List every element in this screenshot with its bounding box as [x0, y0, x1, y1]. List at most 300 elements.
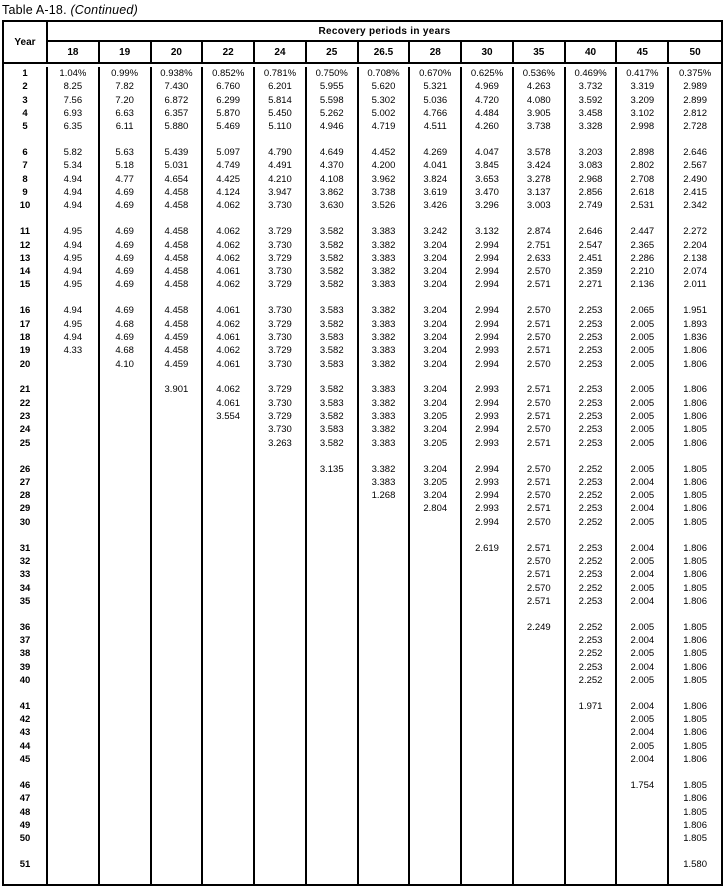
- value-cell: [152, 674, 204, 687]
- value-cell: [203, 292, 255, 305]
- group-spacer-row: [4, 529, 721, 542]
- value-cell: 4.263: [514, 80, 566, 93]
- value-cell: [410, 779, 462, 792]
- value-cell: 3.729: [255, 318, 307, 331]
- value-cell: 2.571: [514, 383, 566, 396]
- value-cell: 1.806: [683, 503, 707, 515]
- value-cell: [152, 766, 204, 779]
- value-cell: [462, 661, 514, 674]
- value-cell: 2.074: [683, 266, 707, 278]
- value-cell: [255, 819, 307, 832]
- column-header: 40: [566, 42, 618, 62]
- value-cell: 3.729: [255, 252, 307, 265]
- group-spacer-row: [4, 687, 721, 700]
- value-cell: [307, 608, 359, 621]
- value-cell: [566, 858, 618, 871]
- year-cell: 8: [4, 173, 48, 186]
- value-cell: 3.458: [566, 107, 618, 120]
- value-cell: [100, 476, 152, 489]
- value-cell: 3.730: [255, 423, 307, 436]
- value-cell: [359, 740, 411, 753]
- value-cell: [410, 608, 462, 621]
- value-cell: [462, 568, 514, 581]
- year-cell: [4, 371, 48, 384]
- value-cell: [462, 634, 514, 647]
- column-header: 35: [514, 42, 566, 62]
- value-cell: 2.004: [617, 726, 669, 739]
- value-cell: [100, 674, 152, 687]
- year-cell: 16: [4, 304, 48, 317]
- value-cell: [462, 608, 514, 621]
- year-cell: 45: [4, 753, 48, 766]
- value-cell: [514, 133, 566, 146]
- value-cell: [203, 740, 255, 753]
- value-cell: 2.005: [617, 437, 669, 450]
- value-cell: [307, 845, 359, 858]
- value-cell: 3.426: [410, 199, 462, 212]
- value-cell: 2.253: [566, 634, 618, 647]
- value-cell: 2.993: [462, 437, 514, 450]
- value-cell: [307, 568, 359, 581]
- year-cell: [4, 133, 48, 146]
- value-cell: 1.806: [683, 384, 707, 396]
- group-spacer-row: [4, 450, 721, 463]
- value-cell: 1.806: [683, 358, 707, 370]
- value-cell: 6.93: [48, 107, 100, 120]
- value-cell: 3.204: [410, 358, 462, 371]
- value-cell: 3.204: [410, 304, 462, 317]
- year-cell: 34: [4, 582, 48, 595]
- value-cell: [669, 213, 721, 226]
- value-cell: [48, 726, 100, 739]
- value-cell: [48, 871, 100, 884]
- value-cell: 4.062: [203, 199, 255, 212]
- year-cell: 47: [4, 792, 48, 805]
- value-cell: [48, 753, 100, 766]
- table-row: [4, 437, 721, 450]
- value-cell: 4.95: [48, 278, 100, 291]
- value-cell: 4.94: [48, 173, 100, 186]
- value-cell: 5.870: [203, 107, 255, 120]
- value-cell: 5.302: [359, 94, 411, 107]
- table-row: [4, 595, 721, 608]
- value-cell: 4.062: [203, 239, 255, 252]
- value-cell: [410, 806, 462, 819]
- value-cell: 2.451: [566, 252, 618, 265]
- value-cell: 2.531: [617, 199, 669, 212]
- value-cell: [255, 726, 307, 739]
- value-cell: [617, 871, 669, 884]
- value-cell: 3.135: [307, 463, 359, 476]
- value-cell: [100, 779, 152, 792]
- value-cell: 3.582: [307, 318, 359, 331]
- table-row: [4, 120, 721, 133]
- table-row: [4, 225, 721, 238]
- value-cell: 4.458: [152, 239, 204, 252]
- value-cell: [100, 292, 152, 305]
- value-cell: [152, 726, 204, 739]
- value-cell: 4.95: [48, 252, 100, 265]
- year-cell: 9: [4, 186, 48, 199]
- value-cell: [100, 713, 152, 726]
- value-cell: 2.899: [683, 94, 707, 106]
- value-cell: 3.263: [255, 437, 307, 450]
- group-spacer-row: [4, 608, 721, 621]
- value-cell: 1.806: [683, 542, 707, 554]
- value-cell: 2.812: [683, 107, 707, 119]
- value-cell: [255, 740, 307, 753]
- value-cell: [203, 450, 255, 463]
- value-cell: [307, 213, 359, 226]
- value-cell: [203, 489, 255, 502]
- value-cell: [48, 674, 100, 687]
- value-cell: 3.947: [255, 186, 307, 199]
- table-row: [4, 383, 721, 396]
- value-cell: 2.365: [617, 239, 669, 252]
- value-cell: 4.080: [514, 94, 566, 107]
- value-cell: 2.005: [617, 674, 669, 687]
- value-cell: 3.619: [410, 186, 462, 199]
- value-cell: [669, 845, 721, 858]
- value-cell: [48, 687, 100, 700]
- value-cell: [617, 133, 669, 146]
- value-cell: [255, 871, 307, 884]
- value-cell: [48, 213, 100, 226]
- table-row: [4, 423, 721, 436]
- value-cell: [514, 674, 566, 687]
- value-cell: 3.204: [410, 331, 462, 344]
- value-cell: 2.968: [566, 173, 618, 186]
- value-cell: [203, 542, 255, 555]
- value-cell: [100, 595, 152, 608]
- value-cell: 7.56: [48, 94, 100, 107]
- value-cell: 4.061: [203, 397, 255, 410]
- group-spacer-row: [4, 213, 721, 226]
- value-cell: [566, 753, 618, 766]
- value-cell: 1.805: [683, 833, 707, 845]
- year-cell: 11: [4, 225, 48, 238]
- value-cell: 2.272: [683, 226, 707, 238]
- value-cell: [617, 450, 669, 463]
- group-spacer-row: [4, 292, 721, 305]
- value-cell: 2.708: [617, 173, 669, 186]
- value-cell: [152, 423, 204, 436]
- value-cell: [410, 858, 462, 871]
- value-cell: [359, 726, 411, 739]
- value-cell: [307, 661, 359, 674]
- value-cell: [255, 292, 307, 305]
- value-cell: 2.004: [617, 476, 669, 489]
- value-cell: [566, 608, 618, 621]
- value-cell: [255, 832, 307, 845]
- value-cell: [203, 792, 255, 805]
- value-cell: [359, 700, 411, 713]
- value-cell: 2.994: [462, 489, 514, 502]
- value-cell: 1.806: [683, 635, 707, 647]
- value-cell: 3.204: [410, 239, 462, 252]
- value-cell: [617, 819, 669, 832]
- value-cell: [152, 700, 204, 713]
- value-cell: [100, 621, 152, 634]
- value-cell: [255, 489, 307, 502]
- value-cell: 3.204: [410, 383, 462, 396]
- year-cell: 30: [4, 516, 48, 529]
- value-cell: 3.738: [514, 120, 566, 133]
- value-cell: [410, 819, 462, 832]
- value-cell: [669, 292, 721, 305]
- value-cell: 4.062: [203, 318, 255, 331]
- value-cell: [100, 568, 152, 581]
- value-cell: [203, 608, 255, 621]
- value-cell: [48, 502, 100, 515]
- value-cell: [203, 858, 255, 871]
- value-cell: [669, 608, 721, 621]
- value-cell: 1.806: [683, 569, 707, 581]
- value-cell: 4.260: [462, 120, 514, 133]
- table-row: [4, 819, 721, 832]
- value-cell: [307, 542, 359, 555]
- value-cell: 2.004: [617, 502, 669, 515]
- year-cell: 44: [4, 740, 48, 753]
- value-cell: [100, 213, 152, 226]
- table-row: [4, 239, 721, 252]
- value-cell: [514, 753, 566, 766]
- value-cell: 3.729: [255, 344, 307, 357]
- value-cell: 4.720: [462, 94, 514, 107]
- value-cell: [307, 133, 359, 146]
- value-cell: 4.69: [100, 304, 152, 317]
- column-header: 30: [462, 42, 514, 62]
- value-cell: 4.95: [48, 225, 100, 238]
- value-cell: 3.424: [514, 159, 566, 172]
- value-cell: 3.630: [307, 199, 359, 212]
- value-cell: [152, 397, 204, 410]
- value-cell: [307, 871, 359, 884]
- value-cell: [307, 858, 359, 871]
- value-cell: [255, 516, 307, 529]
- value-cell: [48, 832, 100, 845]
- value-cell: 5.955: [307, 80, 359, 93]
- value-cell: [152, 410, 204, 423]
- value-cell: 4.458: [152, 225, 204, 238]
- value-cell: [410, 568, 462, 581]
- value-cell: 2.994: [462, 463, 514, 476]
- year-cell: 12: [4, 239, 48, 252]
- value-cell: 5.814: [255, 94, 307, 107]
- value-cell: [462, 133, 514, 146]
- value-cell: 4.491: [255, 159, 307, 172]
- value-cell: [152, 595, 204, 608]
- year-cell: 13: [4, 252, 48, 265]
- value-cell: 2.005: [617, 423, 669, 436]
- value-cell: [410, 726, 462, 739]
- value-cell: 3.204: [410, 265, 462, 278]
- value-cell: [255, 595, 307, 608]
- value-cell: [203, 437, 255, 450]
- value-cell: [152, 489, 204, 502]
- value-cell: 3.730: [255, 304, 307, 317]
- value-cell: [100, 647, 152, 660]
- value-cell: [462, 819, 514, 832]
- value-cell: 3.730: [255, 397, 307, 410]
- value-cell: [307, 674, 359, 687]
- value-cell: 3.205: [410, 476, 462, 489]
- table-row: [4, 779, 721, 792]
- value-cell: 1.806: [683, 437, 707, 449]
- year-cell: 48: [4, 806, 48, 819]
- value-cell: [203, 568, 255, 581]
- value-cell: [100, 700, 152, 713]
- value-cell: [410, 661, 462, 674]
- value-cell: [307, 634, 359, 647]
- value-cell: [566, 819, 618, 832]
- value-cell: [255, 502, 307, 515]
- value-cell: 1.806: [683, 397, 707, 409]
- table-row: [4, 858, 721, 871]
- value-cell: [462, 371, 514, 384]
- value-cell: 1.805: [683, 648, 707, 660]
- value-cell: 2.005: [617, 331, 669, 344]
- value-cell: 2.571: [514, 437, 566, 450]
- value-cell: [514, 213, 566, 226]
- table-row: [4, 199, 721, 212]
- value-cell: [203, 687, 255, 700]
- value-cell: 2.633: [514, 252, 566, 265]
- value-cell: [255, 542, 307, 555]
- value-cell: [152, 608, 204, 621]
- value-cell: [410, 792, 462, 805]
- value-cell: [307, 740, 359, 753]
- value-cell: 6.63: [100, 107, 152, 120]
- value-cell: [307, 647, 359, 660]
- value-cell: [203, 819, 255, 832]
- value-cell: 3.732: [566, 80, 618, 93]
- value-cell: 4.654: [152, 173, 204, 186]
- value-cell: 5.620: [359, 80, 411, 93]
- value-cell: [307, 766, 359, 779]
- value-cell: 4.766: [410, 107, 462, 120]
- value-cell: 2.415: [683, 187, 707, 198]
- value-cell: 3.730: [255, 265, 307, 278]
- value-cell: 4.969: [462, 80, 514, 93]
- value-cell: [48, 476, 100, 489]
- year-cell: 2: [4, 80, 48, 93]
- value-cell: 3.382: [359, 239, 411, 252]
- value-cell: 4.047: [462, 146, 514, 159]
- value-cell: 2.253: [566, 502, 618, 515]
- value-cell: [307, 595, 359, 608]
- value-cell: 3.729: [255, 278, 307, 291]
- table-row: [4, 265, 721, 278]
- year-cell: 3: [4, 94, 48, 107]
- value-cell: [255, 371, 307, 384]
- value-cell: [100, 726, 152, 739]
- value-cell: 5.439: [152, 146, 204, 159]
- value-cell: [359, 568, 411, 581]
- value-cell: [100, 832, 152, 845]
- year-cell: 46: [4, 779, 48, 792]
- table-row: [4, 252, 721, 265]
- value-cell: 3.102: [617, 107, 669, 120]
- year-cell: [4, 845, 48, 858]
- value-cell: [48, 555, 100, 568]
- table-row: [4, 489, 721, 502]
- value-cell: [152, 753, 204, 766]
- value-cell: [462, 806, 514, 819]
- value-cell: [203, 806, 255, 819]
- value-cell: 2.567: [683, 160, 707, 172]
- value-cell: [100, 437, 152, 450]
- value-cell: 3.554: [203, 410, 255, 423]
- value-cell: 3.242: [410, 225, 462, 238]
- value-cell: 3.582: [307, 265, 359, 278]
- value-cell: 2.253: [566, 358, 618, 371]
- value-cell: 2.005: [617, 463, 669, 476]
- value-cell: 2.993: [462, 410, 514, 423]
- value-cell: 2.570: [514, 516, 566, 529]
- value-cell: 2.252: [566, 489, 618, 502]
- value-cell: [617, 371, 669, 384]
- value-cell: [514, 608, 566, 621]
- value-cell: 4.062: [203, 225, 255, 238]
- value-cell: 2.994: [462, 265, 514, 278]
- table-row: [4, 358, 721, 371]
- value-cell: [48, 450, 100, 463]
- value-cell: [152, 634, 204, 647]
- value-cell: 0.417%: [617, 67, 669, 80]
- value-cell: 3.382: [359, 304, 411, 317]
- value-cell: 4.95: [48, 318, 100, 331]
- value-cell: 2.994: [462, 331, 514, 344]
- value-cell: [307, 726, 359, 739]
- value-cell: [307, 819, 359, 832]
- value-cell: 3.083: [566, 159, 618, 172]
- value-cell: 4.458: [152, 265, 204, 278]
- value-cell: [48, 700, 100, 713]
- value-cell: [307, 792, 359, 805]
- value-cell: 3.383: [359, 344, 411, 357]
- value-cell: 2.011: [683, 279, 707, 291]
- value-cell: 2.005: [617, 740, 669, 753]
- value-cell: 3.382: [359, 397, 411, 410]
- value-cell: 3.204: [410, 318, 462, 331]
- value-cell: [359, 595, 411, 608]
- table-row: [4, 542, 721, 555]
- value-cell: 2.898: [617, 146, 669, 159]
- value-cell: 2.252: [566, 621, 618, 634]
- value-cell: 5.002: [359, 107, 411, 120]
- value-cell: 3.583: [307, 304, 359, 317]
- table-row: [4, 159, 721, 172]
- value-cell: [48, 463, 100, 476]
- value-cell: 4.69: [100, 331, 152, 344]
- value-cell: [462, 753, 514, 766]
- year-cell: 40: [4, 674, 48, 687]
- value-cell: 2.252: [566, 647, 618, 660]
- value-cell: [566, 740, 618, 753]
- value-cell: [152, 516, 204, 529]
- value-cell: [307, 713, 359, 726]
- value-cell: 3.583: [307, 423, 359, 436]
- table-row: [4, 700, 721, 713]
- value-cell: [669, 529, 721, 542]
- value-cell: 3.383: [359, 410, 411, 423]
- value-cell: 2.252: [566, 674, 618, 687]
- value-cell: [100, 634, 152, 647]
- value-cell: [566, 806, 618, 819]
- year-cell: [4, 687, 48, 700]
- value-cell: [152, 713, 204, 726]
